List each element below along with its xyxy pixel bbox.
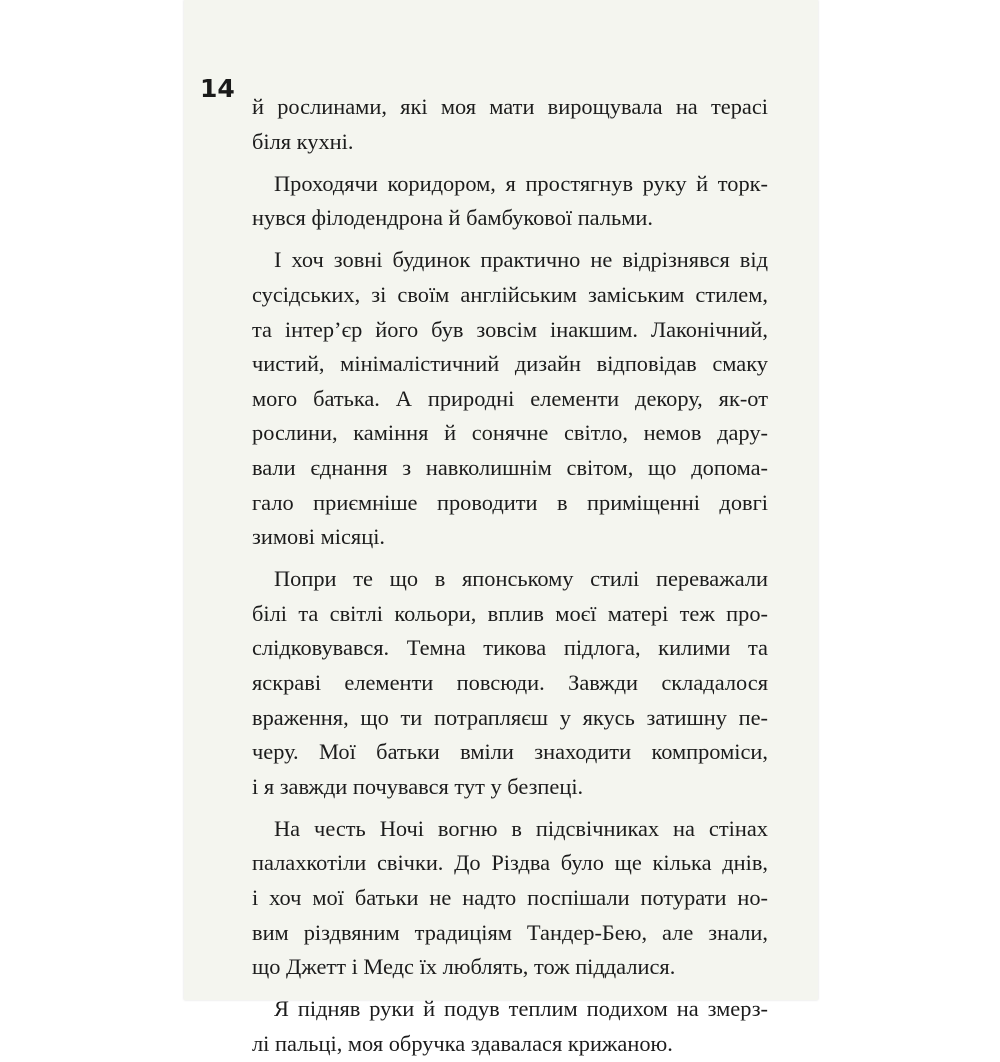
paragraph bbox=[252, 812, 768, 985]
paragraph bbox=[252, 992, 768, 1061]
text-line: Проходячи коридором, я простягнув руку й торк- bbox=[274, 170, 768, 196]
text-line: чистий, мінімалістичний дизайн відповідав смаку bbox=[252, 351, 768, 377]
text-line: гало приємніше проводити в приміщенні довгі bbox=[252, 489, 768, 515]
text-line: На честь Ночі вогню в підсвічниках на стінах bbox=[274, 815, 768, 841]
text-line: та інтер’єр його був зовсім інакшим. Лаконічний, bbox=[252, 316, 768, 342]
paragraph-gap bbox=[252, 159, 768, 167]
text-line: і я завжди почувався тут у безпеці. bbox=[252, 773, 584, 799]
text-line: й рослинами, які моя мати вирощувала на терасі bbox=[252, 94, 768, 119]
text-line: палахкотіли свічки. До Різдва було ще кілька днів, bbox=[252, 850, 768, 876]
text-line: нувся філодендрона й бамбукової пальми. bbox=[252, 205, 653, 231]
text-line: біля кухні. bbox=[252, 128, 354, 154]
text-line: і хоч мої батьки не надто поспішали потурати но- bbox=[252, 885, 768, 911]
paragraph-gap bbox=[252, 236, 768, 244]
text-line: що Джетт і Медс їх люблять, тож піддалися. bbox=[252, 954, 676, 980]
text-line: черу. Мої батьки вміли знаходити компроміси, bbox=[252, 739, 768, 765]
paragraph bbox=[252, 562, 768, 804]
text-line: сусідських, зі своїм англійським заміським стилем, bbox=[252, 281, 768, 307]
text-line: враження, що ти потрапляєш у якусь затишну пе- bbox=[252, 704, 768, 730]
paragraph bbox=[252, 90, 768, 159]
paragraph bbox=[252, 167, 768, 236]
text-line: Попри те що в японському стилі переважали bbox=[274, 566, 768, 592]
text-line: вали єднання з навколишнім світом, що допома- bbox=[252, 454, 768, 480]
page-number: 14 bbox=[200, 74, 235, 103]
text-line: рослини, каміння й сонячне світло, немов дару- bbox=[252, 420, 768, 446]
text-line: яскраві елементи повсюди. Завжди складалося bbox=[252, 670, 768, 695]
text-line: слідковувався. Темна тикова підлога, килими та bbox=[252, 635, 768, 661]
paragraph-gap bbox=[252, 555, 768, 563]
text-line: білі та світлі кольори, вплив моєї матері теж про- bbox=[252, 600, 768, 626]
text-line: вим різдвяним традиціям Тандер-Бею, але знали, bbox=[252, 919, 768, 945]
text-line: зимові місяці. bbox=[252, 524, 386, 550]
paragraph-gap bbox=[252, 804, 768, 812]
paragraph bbox=[252, 243, 768, 554]
body-text bbox=[252, 90, 768, 1062]
text-line: Я підняв руки й подув теплим подихом на змерз- bbox=[274, 996, 768, 1022]
text-line: І хоч зовні будинок практично не відрізнявся від bbox=[274, 247, 768, 273]
book-page bbox=[184, 0, 818, 1056]
paragraph-gap bbox=[252, 985, 768, 993]
text-line: мого батька. А природні елементи декору, як-от bbox=[252, 385, 768, 411]
text-line: лі пальці, моя обручка здавалася крижаною. bbox=[252, 1030, 673, 1056]
